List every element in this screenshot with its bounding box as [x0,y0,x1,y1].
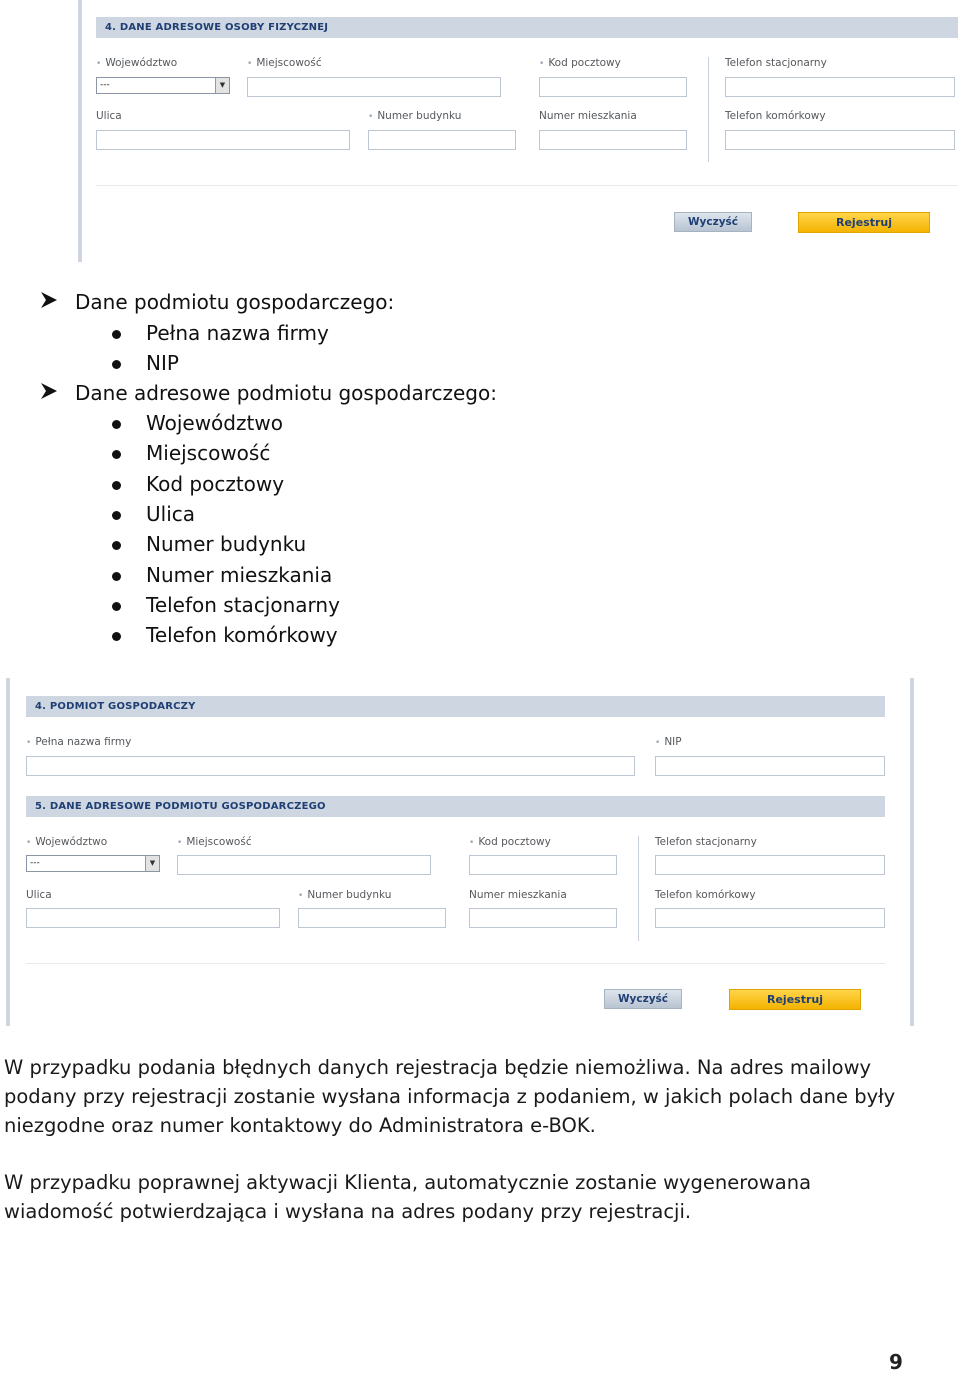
required-marker-icon: • [368,112,374,122]
telefon-stacjonarny-input[interactable] [725,77,955,97]
required-marker-icon: • [96,59,102,69]
arrow-bullet-icon [40,381,60,406]
paragraph-line: podany przy rejestracji zostanie wysłana informacja z podaniem, w jakich polach dane były [4,1085,896,1108]
miejscowosc-input[interactable] [247,77,501,97]
ulica-input[interactable] [26,908,280,928]
label-ulica: Ulica [96,110,122,122]
label-wojewodztwo: • Województwo [26,836,108,848]
paragraph-activation [4,1168,944,1226]
label-numer-mieszkania: Numer mieszkania [469,889,567,901]
label-telefon-stacjonarny: Telefon stacjonarny [725,57,827,69]
bullet-icon [112,360,121,369]
numer-budynku-input[interactable] [368,130,516,150]
arrow-bullet-icon [40,290,60,315]
paragraph-line: niezgodne oraz numer kontaktowy do Administratora e-BOK. [4,1114,596,1137]
paragraph-line: W przypadku podania błędnych danych rejestracja będzie niemożliwa. Na adres mailowy [4,1056,872,1079]
address-form-individual [78,0,960,262]
label-miejscowosc: • Miejscowość [177,836,252,848]
telefon-stacjonarny-input[interactable] [655,855,885,875]
wojewodztwo-select[interactable]: --- ▼ [26,855,160,872]
label-nip: • NIP [655,736,682,748]
clear-button[interactable]: Wyczyść [604,989,682,1009]
label-numer-budynku: • Numer budynku [368,110,462,122]
required-marker-icon: • [539,59,545,69]
bullet-icon [112,632,121,641]
required-marker-icon: • [469,838,475,848]
label-telefon-komorkowy: Telefon komórkowy [655,889,756,901]
column-divider [638,836,639,941]
kod-pocztowy-input[interactable] [539,77,687,97]
ulica-input[interactable] [96,130,350,150]
form-divider [26,963,885,964]
bullet-icon [112,481,121,490]
label-miejscowosc: • Miejscowość [247,57,322,69]
numer-budynku-input[interactable] [298,908,446,928]
column-divider [708,57,709,162]
bullet-icon [112,602,121,611]
nip-input[interactable] [655,756,885,776]
paragraph-line: wiadomość potwierdzająca i wysłana na adres podany przy rejestracji. [4,1200,692,1223]
dropdown-arrow-icon: ▼ [215,78,229,93]
label-pelna-nazwa-firmy: • Pełna nazwa firmy [26,736,132,748]
section-title-company-address: 5. DANE ADRESOWE PODMIOTU GOSPODARCZEGO [26,796,885,817]
telefon-komorkowy-input[interactable] [725,130,955,150]
bullet-icon [112,541,121,550]
label-telefon-stacjonarny: Telefon stacjonarny [655,836,757,848]
required-marker-icon: • [26,738,32,748]
section-title-company: 4. PODMIOT GOSPODARCZY [26,696,885,717]
required-marker-icon: • [247,59,253,69]
wojewodztwo-select[interactable]: --- ▼ [96,77,230,94]
required-marker-icon: • [655,738,661,748]
section-title-individual-address: 4. DANE ADRESOWE OSOBY FIZYCZNEJ [96,17,958,38]
bullet-icon [112,511,121,520]
label-telefon-komorkowy: Telefon komórkowy [725,110,826,122]
dropdown-arrow-icon: ▼ [145,856,159,871]
label-numer-mieszkania: Numer mieszkania [539,110,637,122]
label-kod-pocztowy: • Kod pocztowy [469,836,551,848]
company-form [6,678,914,1026]
company-name-input[interactable] [26,756,635,776]
register-button[interactable]: Rejestruj [729,989,861,1010]
required-marker-icon: • [26,838,32,848]
kod-pocztowy-input[interactable] [469,855,617,875]
required-marker-icon: • [298,891,304,901]
label-kod-pocztowy: • Kod pocztowy [539,57,621,69]
bullet-icon [112,330,121,339]
required-marker-icon: • [177,838,183,848]
label-wojewodztwo: • Województwo [96,57,178,69]
bullet-icon [112,420,121,429]
register-button[interactable]: Rejestruj [798,212,930,233]
miejscowosc-input[interactable] [177,855,431,875]
bullet-icon [112,572,121,581]
bullet-icon [112,450,121,459]
page-number: 9 [889,1350,903,1374]
form-divider [96,185,958,186]
clear-button[interactable]: Wyczyść [674,212,752,232]
numer-mieszkania-input[interactable] [469,908,617,928]
label-ulica: Ulica [26,889,52,901]
paragraph-invalid-data [4,1053,944,1140]
label-numer-budynku: • Numer budynku [298,889,392,901]
paragraph-line: W przypadku poprawnej aktywacji Klienta, automatycznie zostanie wygenerowana [4,1171,812,1194]
numer-mieszkania-input[interactable] [539,130,687,150]
telefon-komorkowy-input[interactable] [655,908,885,928]
